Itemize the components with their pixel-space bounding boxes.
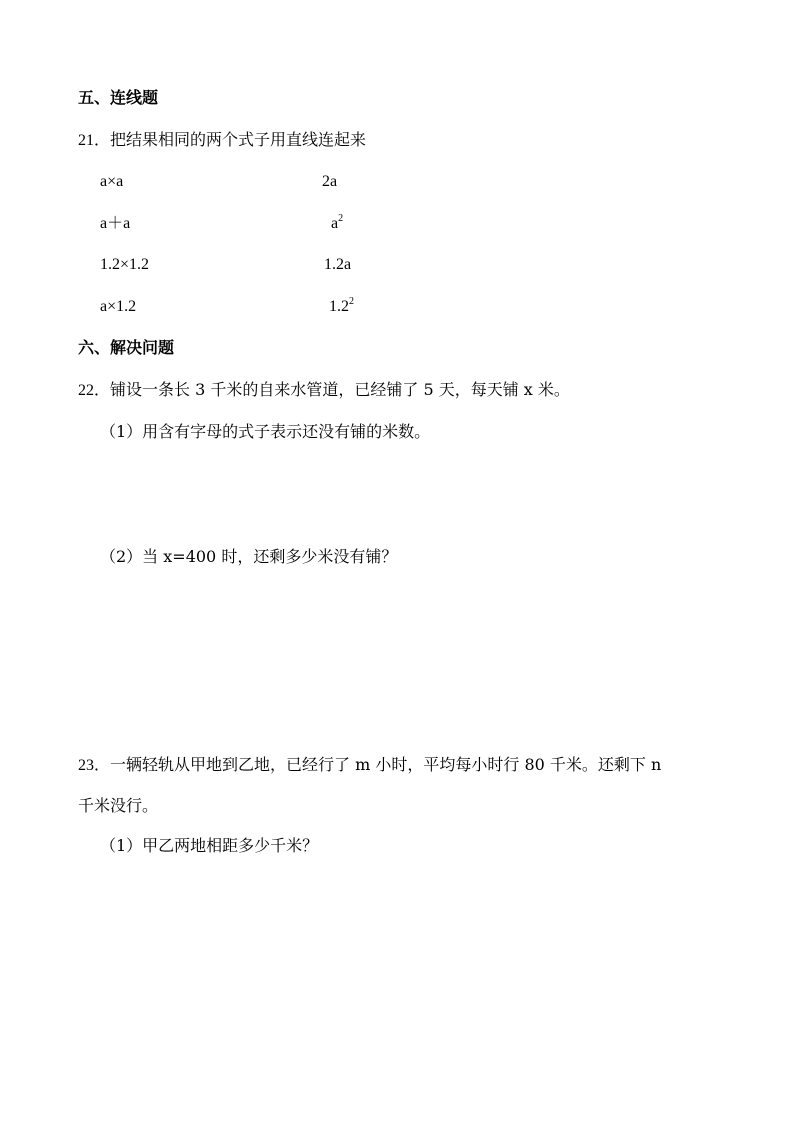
question-23-number: 23． <box>78 757 111 774</box>
question-23-text-line-2: 千米没行。 <box>78 796 159 815</box>
match-left-item-4: a×1.2 <box>100 298 137 315</box>
match-right-item-3: 1.2a <box>324 256 352 273</box>
question-21-text: 把结果相同的两个式子用直线连起来 <box>110 130 367 149</box>
question-22 <box>78 380 570 401</box>
question-22-text: 铺设一条长 3 千米的自来水管道，已经铺了 5 天，每天铺 x 米。 <box>110 380 570 399</box>
match-right-item-2 <box>331 214 343 234</box>
match-right-item-4-base: 1.2 <box>329 298 349 315</box>
match-left-item-2: a＋a <box>100 215 131 232</box>
question-22-part-2: （2）当 x=400 时，还剩多少米没有铺？ <box>100 547 398 566</box>
question-21-number: 21． <box>78 132 111 149</box>
question-23-part-1: （1）甲乙两地相距多少千米？ <box>100 836 319 855</box>
section-6-title: 六、解决问题 <box>78 338 175 357</box>
match-right-item-1: 2a <box>322 173 338 190</box>
match-right-item-2-exponent: 2 <box>338 213 344 224</box>
match-right-item-4 <box>329 297 354 317</box>
question-22-part-1: （1）用含有字母的式子表示还没有铺的米数。 <box>100 422 431 441</box>
match-left-item-1: a×a <box>100 173 124 190</box>
question-23-text-line-1: 一辆轻轨从甲地到乙地，已经行了 m 小时，平均每小时行 80 千米。还剩下 n <box>110 755 662 774</box>
match-right-item-2-base: a <box>331 215 339 232</box>
question-22-number: 22． <box>78 382 111 399</box>
question-21 <box>78 130 366 151</box>
question-23 <box>78 755 661 776</box>
match-left-item-3: 1.2×1.2 <box>100 256 150 273</box>
match-right-item-4-exponent: 2 <box>349 296 354 307</box>
section-5-title: 五、连线题 <box>78 88 159 107</box>
